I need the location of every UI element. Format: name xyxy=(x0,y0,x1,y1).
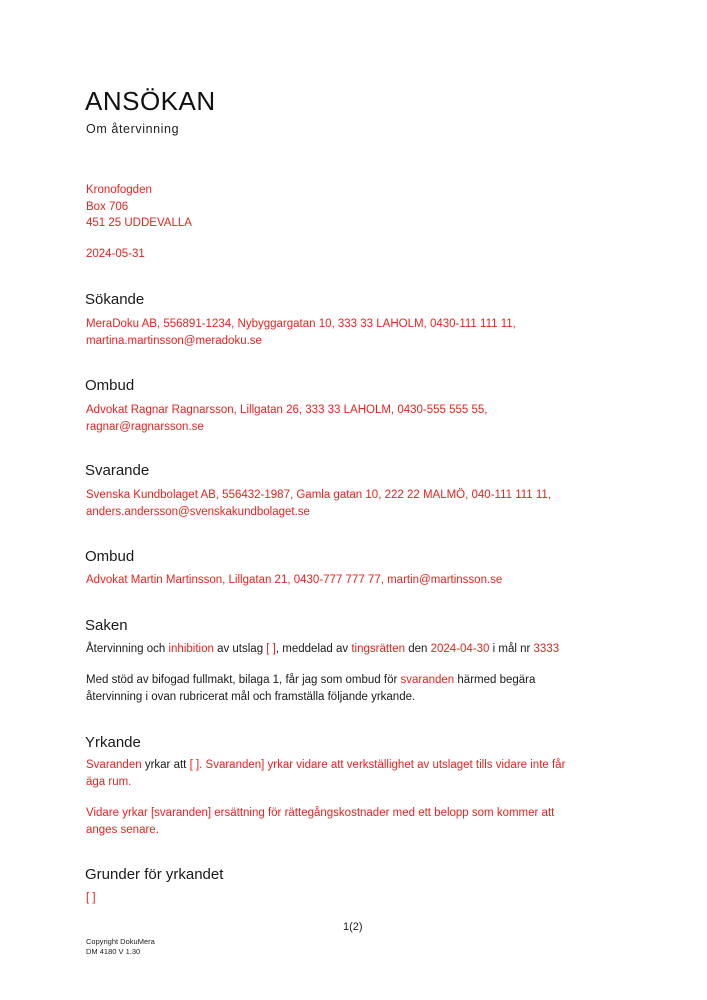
page-number: 1(2) xyxy=(343,921,363,933)
yrkande-line: anges senare. xyxy=(86,823,159,836)
text: härmed begära xyxy=(454,674,536,686)
recipient-postal: 451 25 UDDEVALLA xyxy=(86,217,192,229)
grunder-placeholder: [ ] xyxy=(86,892,96,904)
section-heading-grunder: Grunder för yrkandet xyxy=(85,866,224,883)
text: Med stöd av bifogad fullmakt, bilaga 1, får jag som ombud för xyxy=(86,674,401,686)
section-heading-ombud-2: Ombud xyxy=(85,548,135,565)
section-heading-ombud: Ombud xyxy=(85,377,135,394)
section-heading-sokande: Sökande xyxy=(85,291,145,308)
copyright-text: Copyright DokuMera xyxy=(86,937,155,946)
recipient-address xyxy=(86,182,192,232)
sokande-email: martina.martinsson@meradoku.se xyxy=(86,334,262,347)
saken-line: återvinning i ovan rubricerat mål och framställa följande yrkande. xyxy=(86,690,416,703)
footer-copyright xyxy=(86,937,155,957)
document-subtitle: Om återvinning xyxy=(86,122,180,136)
yrkande-paragraph-2 xyxy=(86,805,626,838)
ombud1-line: Advokat Ragnar Ragnarsson, Lillgatan 26, 333 33 LAHOLM, 0430-555 555 55, xyxy=(86,404,488,416)
saken-line xyxy=(86,672,626,689)
field-placeholder: [ ] xyxy=(266,643,276,655)
text: av utslag xyxy=(213,643,267,655)
section-heading-saken: Saken xyxy=(85,617,128,634)
field-inhibition: inhibition xyxy=(168,643,214,655)
section-heading-yrkande: Yrkande xyxy=(85,734,141,751)
yrkande-paragraph-1 xyxy=(86,757,626,790)
version-text: DM 4180 V 1.30 xyxy=(86,947,141,956)
sokande-line: MeraDoku AB, 556891-1234, Nybyggargatan 10, 333 33 LAHOLM, 0430-111 111 11, xyxy=(86,318,516,330)
ombud2-details: Advokat Martin Martinsson, Lillgatan 21, 0430-777 777 77, martin@martinsson.se xyxy=(86,574,503,586)
document-date: 2024-05-31 xyxy=(86,248,145,260)
svarande-line: Svenska Kundbolaget AB, 556432-1987, Gamla gatan 10, 222 22 MALMÖ, 040-111 111 11, xyxy=(86,489,552,501)
saken-paragraph-1 xyxy=(86,641,626,658)
recipient-name: Kronofogden xyxy=(86,184,152,196)
yrkande-line xyxy=(86,757,626,774)
yrkande-line: äga rum. xyxy=(86,775,132,788)
sokande-details xyxy=(86,316,516,349)
field-court: tingsrätten xyxy=(351,643,406,655)
field-party: svaranden xyxy=(400,674,455,686)
svarande-details xyxy=(86,487,551,520)
document-title: ANSÖKAN xyxy=(85,86,216,116)
text: Återvinning och xyxy=(86,643,169,655)
text: i mål nr xyxy=(489,643,534,655)
field-claim: [ ]. Svaranden] yrkar vidare att verkställighet av utslaget tills vidare inte får xyxy=(189,759,566,771)
text: , meddelad av xyxy=(275,643,352,655)
field-case-number: 3333 xyxy=(533,643,560,655)
yrkande-line: Vidare yrkar [svaranden] ersättning för rättegångskostnader med ett belopp som kommer att xyxy=(86,807,555,819)
field-party: Svaranden xyxy=(86,759,142,771)
ombud1-details xyxy=(86,402,488,435)
svarande-email: anders.andersson@svenskakundbolaget.se xyxy=(86,505,310,518)
ombud1-email: ragnar@ragnarsson.se xyxy=(86,420,204,433)
text: yrkar att xyxy=(141,759,190,771)
saken-paragraph-2 xyxy=(86,672,626,705)
text: den xyxy=(405,643,431,655)
recipient-box: Box 706 xyxy=(86,200,129,213)
field-date: 2024-04-30 xyxy=(430,643,490,655)
section-heading-svarande: Svarande xyxy=(85,462,150,479)
